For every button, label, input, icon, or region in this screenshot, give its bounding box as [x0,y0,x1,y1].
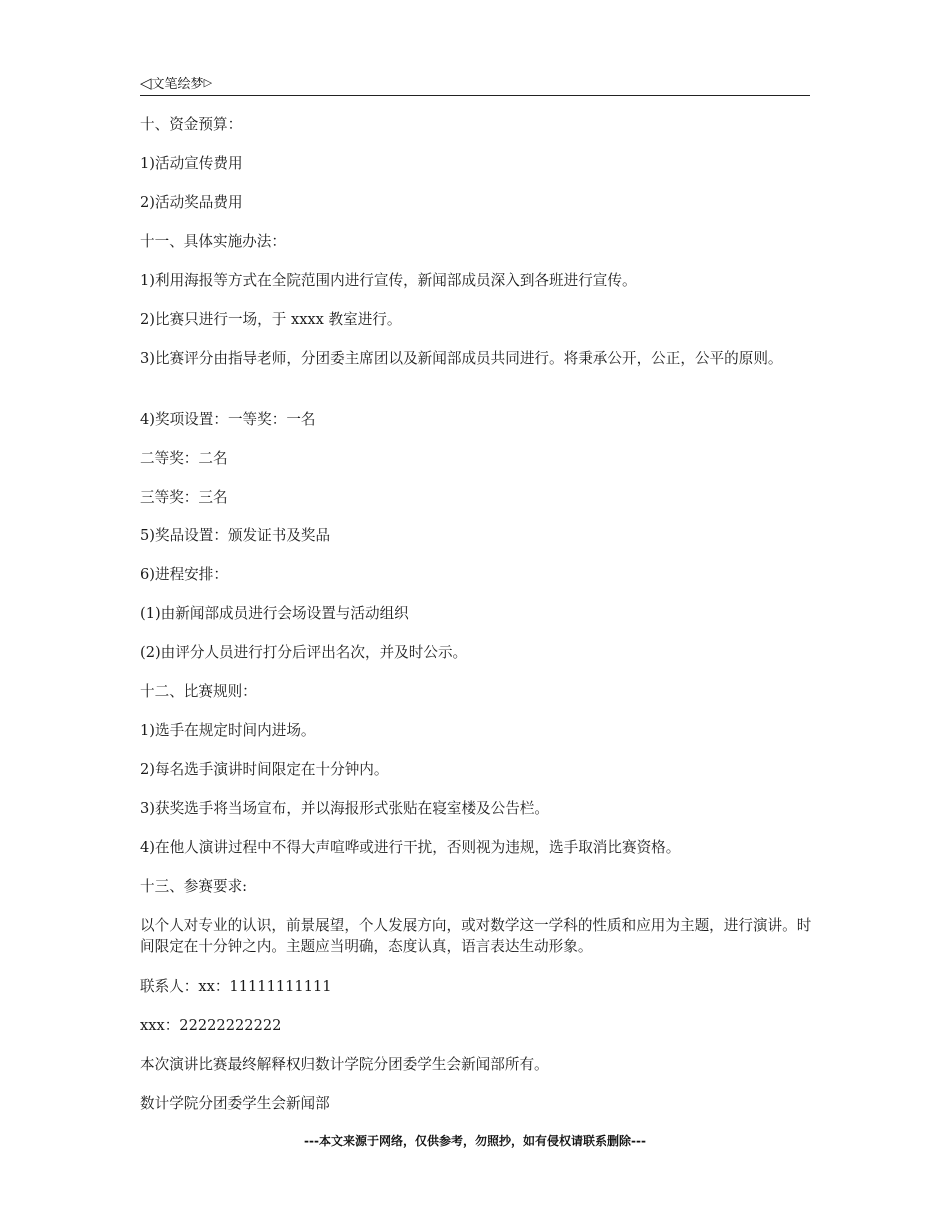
implementation-item-2: 2)比赛只进行一场，于 xxxx 教室进行。 [140,311,402,328]
budget-item-2: 2)活动奖品费用 [140,194,243,211]
rule-item-2: 2)每名选手演讲时间限定在十分钟内。 [140,761,389,778]
footer-disclaimer: ---本文来源于网络，仅供参考，勿照抄，如有侵权请联系删除--- [304,1134,646,1148]
award-setting: 4)奖项设置：一等奖：一名 [140,411,316,428]
section-heading-implementation: 十一、具体实施办法： [140,233,286,250]
page-header [140,73,810,96]
schedule-item-1: (1)由新闻部成员进行会场设置与活动组织 [140,605,409,622]
right-triangle-icon: ▷ [203,76,213,89]
section-heading-rules: 十二、比赛规则： [140,683,257,700]
rule-item-1: 1)选手在规定时间内进场。 [140,722,316,739]
implementation-item-1: 1)利用海报等方式在全院范围内进行宣传，新闻部成员深入到各班进行宣传。 [140,272,637,289]
contact-phone: xxx：22222222222 [140,1017,282,1034]
implementation-item-3: 3)比赛评分由指导老师，分团委主席团以及新闻部成员共同进行。将秉承公开，公正，公平的原则。 [140,350,783,367]
requirements-text: 以个人对专业的认识，前景展望，个人发展方向，或对数学这一学科的性质和应用为主题，进行演讲。时间限定在十分钟之内。主题应当明确，态度认真，语言表达生动形象。 [140,917,812,955]
left-triangle-icon: ◁ [140,74,152,92]
prize-setting: 5)奖品设置：颁发证书及奖品 [140,527,331,544]
section-heading-budget: 十、资金预算： [140,116,243,133]
schedule-heading: 6)进程安排： [140,566,228,583]
brand-logo [140,73,212,95]
rule-item-3: 3)获奖选手将当场宣布，并以海报形式张贴在寝室楼及公告栏。 [140,800,550,817]
brand-text: 文笔绘梦 [151,77,204,92]
contact-person: 联系人：xx：11111111111 [140,978,332,995]
budget-item-1: 1)活动宣传费用 [140,155,243,172]
schedule-item-2: (2)由评分人员进行打分后评出名次，并及时公示。 [140,644,468,661]
interpretation-note: 本次演讲比赛最终解释权归数计学院分团委学生会新闻部所有。 [140,1056,549,1073]
organizer-signature: 数计学院分团委学生会新闻部 [140,1095,330,1112]
award-third: 三等奖：三名 [140,489,228,506]
rule-item-4: 4)在他人演讲过程中不得大声喧哗或进行干扰，否则视为违规，选手取消比赛资格。 [140,839,681,856]
section-heading-requirements: 十三、参赛要求: [140,878,248,895]
award-second: 二等奖：二名 [140,450,228,467]
